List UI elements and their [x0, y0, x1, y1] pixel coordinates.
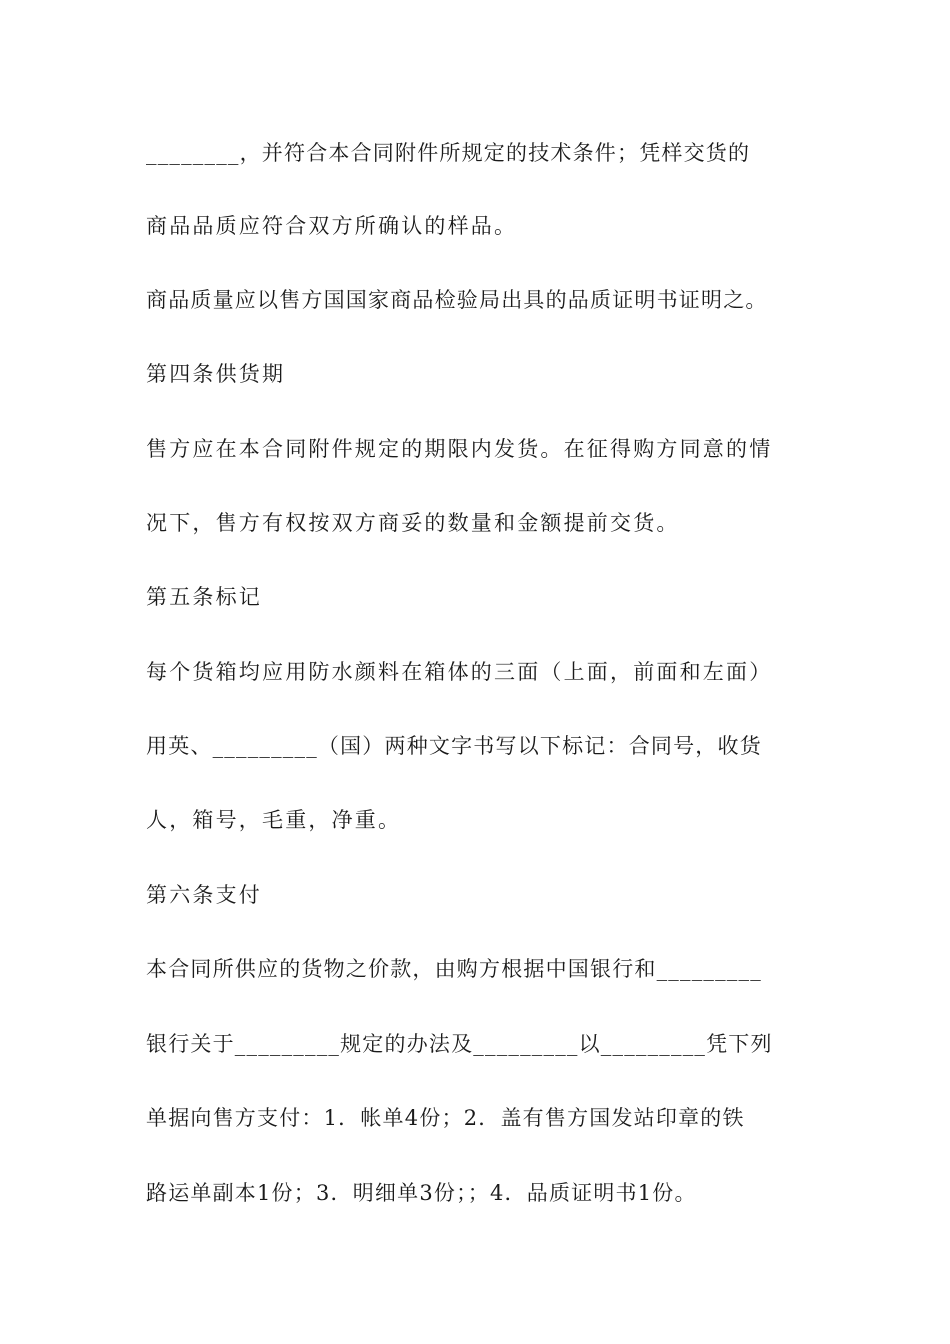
text-line: 人，箱号，毛重，净重。: [146, 808, 402, 832]
text-line: ________，并符合本合同附件所规定的技术条件；凭样交货的: [146, 141, 751, 165]
section-heading: 第五条标记: [146, 585, 262, 609]
text-line: 每个货箱均应用防水颜料在箱体的三面（上面，前面和左面）: [146, 660, 773, 684]
text-line: 路运单副本1份；3．明细单3份；；4．品质证明书1份。: [146, 1181, 697, 1205]
text-line: 商品质量应以售方国国家商品检验局出具的品质证明书证明之。: [146, 288, 768, 312]
text-line: 况下，售方有权按双方商妥的数量和金额提前交货。: [146, 511, 680, 535]
text-line: 单据向售方支付：1．帐单4份；2．盖有售方国发站印章的铁: [146, 1106, 745, 1130]
text-line: 本合同所供应的货物之价款，由购方根据中国银行和_________: [146, 957, 762, 981]
section-heading: 第六条支付: [146, 883, 262, 907]
section-heading: 第四条供货期: [146, 362, 286, 386]
text-line: 银行关于_________规定的办法及_________以_________凭下列: [146, 1032, 773, 1056]
text-line: 用英、_________（国）两种文字书写以下标记：合同号，收货: [146, 734, 762, 758]
text-line: 售方应在本合同附件规定的期限内发货。在征得购方同意的情: [146, 437, 773, 461]
text-line: 商品品质应符合双方所确认的样品。: [146, 214, 518, 238]
